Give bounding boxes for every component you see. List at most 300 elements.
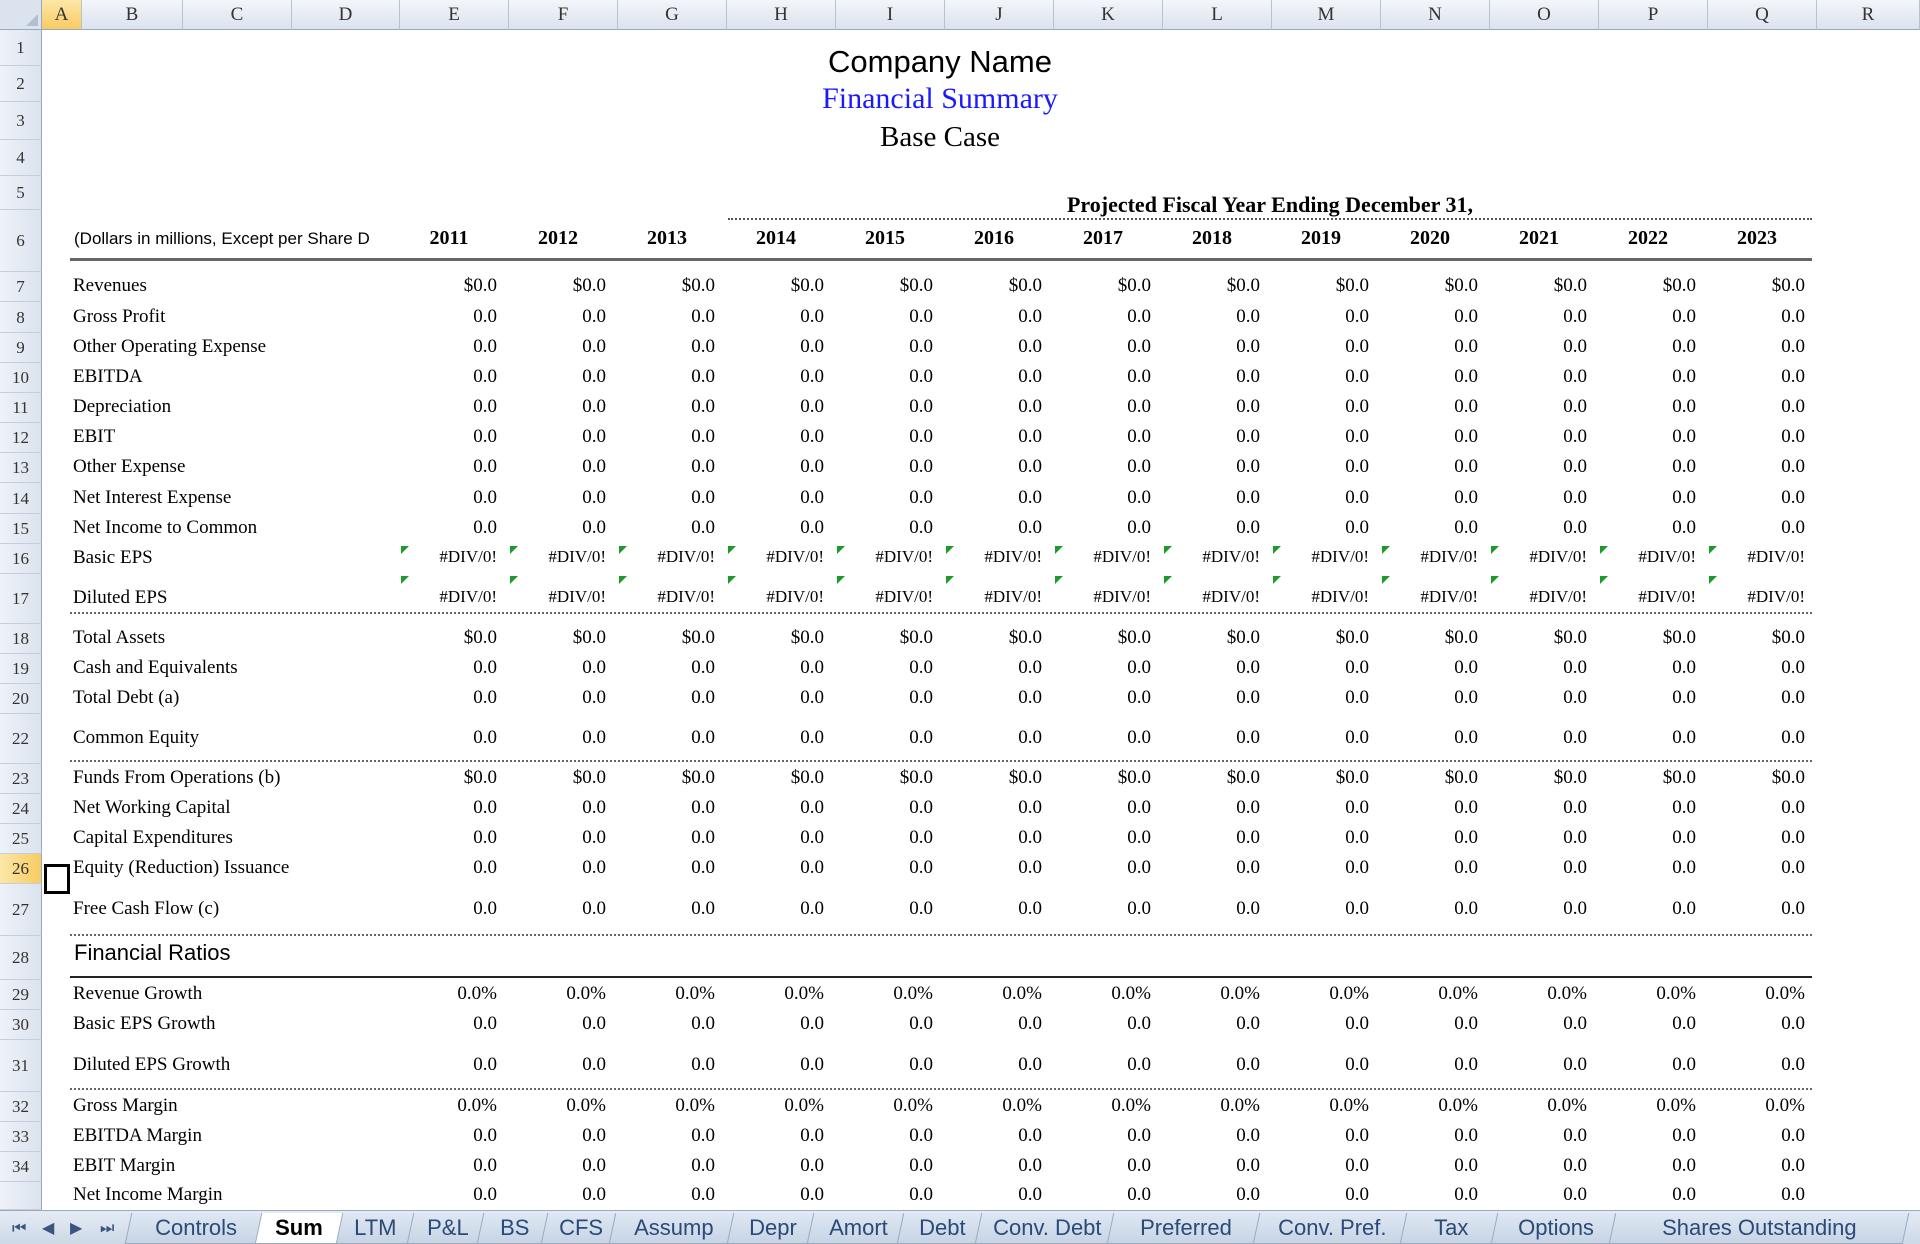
value-cell[interactable]: 0.0 [800,1054,824,1075]
value-cell[interactable]: 0.0 [1018,727,1042,748]
value-cell[interactable]: 0.0 [1127,306,1151,327]
value-cell[interactable]: 0.0 [691,517,715,538]
value-cell[interactable]: 0.0 [691,687,715,708]
column-header-l[interactable]: L [1163,0,1272,30]
value-cell[interactable]: 0.0 [473,1155,497,1176]
active-cell-cursor[interactable] [44,864,70,894]
value-cell[interactable]: 0.0 [582,727,606,748]
value-cell[interactable]: 0.0 [1672,1054,1696,1075]
value-cell[interactable]: 0.0 [1563,687,1587,708]
error-indicator-icon[interactable] [1164,546,1172,554]
value-cell[interactable]: 0.0 [909,1184,933,1205]
error-indicator-icon[interactable] [401,546,409,554]
sheet-tab-conv-debt[interactable] [975,1213,1120,1244]
value-cell[interactable]: 0.0 [691,1184,715,1205]
value-cell[interactable]: 0.0 [473,1054,497,1075]
sheet-tab-controls[interactable] [125,1213,268,1244]
value-cell[interactable]: 0.0 [1018,687,1042,708]
value-cell[interactable]: 0.0% [1656,983,1696,1004]
value-cell[interactable]: 0.0 [800,1125,824,1146]
value-cell[interactable]: 0.0 [691,727,715,748]
column-header-m[interactable]: M [1272,0,1381,30]
value-cell[interactable]: 0.0 [582,1054,606,1075]
value-cell[interactable]: 0.0 [800,657,824,678]
value-cell[interactable]: 0.0 [691,657,715,678]
value-cell[interactable]: 0.0 [1454,306,1478,327]
value-cell[interactable]: $0.0 [681,275,715,296]
value-cell[interactable]: 0.0 [1781,336,1805,357]
column-header-e[interactable]: E [400,0,509,30]
value-cell[interactable]: 0.0 [1345,1184,1369,1205]
value-cell[interactable]: 0.0 [1781,456,1805,477]
value-cell[interactable]: 0.0 [691,1054,715,1075]
value-cell[interactable]: 0.0 [1672,517,1696,538]
column-header-a[interactable]: A [42,0,82,30]
value-cell[interactable]: 0.0 [909,1125,933,1146]
value-cell[interactable]: 0.0 [1781,827,1805,848]
column-header-d[interactable]: D [292,0,400,30]
value-cell[interactable]: 0.0 [909,827,933,848]
value-cell[interactable]: 0.0 [1236,306,1260,327]
value-cell[interactable]: 0.0 [1563,857,1587,878]
value-cell[interactable]: 0.0 [909,426,933,447]
value-cell[interactable]: 0.0 [582,657,606,678]
value-cell[interactable]: 0.0 [1563,456,1587,477]
value-cell[interactable]: 0.0 [1781,727,1805,748]
value-cell[interactable]: 0.0 [1018,857,1042,878]
value-cell[interactable]: 0.0 [473,456,497,477]
value-cell[interactable]: $0.0 [1008,767,1042,788]
value-cell[interactable]: 0.0 [582,898,606,919]
value-cell[interactable]: #DIV/0! [1529,547,1587,566]
error-indicator-icon[interactable] [1055,546,1063,554]
error-indicator-icon[interactable] [1055,576,1063,584]
value-cell[interactable]: 0.0 [691,1013,715,1034]
value-cell[interactable]: 0.0 [1127,797,1151,818]
column-header-h[interactable]: H [727,0,836,30]
row-header-4[interactable]: 4 [0,140,42,176]
value-cell[interactable]: $0.0 [1771,627,1805,648]
value-cell[interactable]: 0.0 [1345,898,1369,919]
value-cell[interactable]: 0.0 [909,797,933,818]
value-cell[interactable]: 0.0 [473,898,497,919]
value-cell[interactable]: 0.0 [473,657,497,678]
column-header-g[interactable]: G [618,0,727,30]
value-cell[interactable]: 0.0 [1781,517,1805,538]
value-cell[interactable]: 0.0 [1018,487,1042,508]
value-cell[interactable]: 0.0 [800,336,824,357]
row-header-10[interactable]: 10 [0,363,42,393]
value-cell[interactable]: 0.0 [1454,1125,1478,1146]
value-cell[interactable]: 0.0 [582,1184,606,1205]
value-cell[interactable]: #DIV/0! [1202,547,1260,566]
value-cell[interactable]: 0.0 [1236,1125,1260,1146]
value-cell[interactable]: $0.0 [1771,767,1805,788]
value-cell[interactable]: 0.0 [1672,487,1696,508]
value-cell[interactable]: 0.0 [1454,1155,1478,1176]
value-cell[interactable]: 0.0% [1220,983,1260,1004]
row-header-15[interactable]: 15 [0,514,42,544]
value-cell[interactable]: 0.0 [582,827,606,848]
value-cell[interactable]: 0.0 [1672,426,1696,447]
value-cell[interactable]: 0.0 [1127,898,1151,919]
value-cell[interactable]: 0.0% [1002,983,1042,1004]
value-cell[interactable]: 0.0 [1236,336,1260,357]
value-cell[interactable]: 0.0 [1127,487,1151,508]
value-cell[interactable]: 0.0 [582,1155,606,1176]
row-header-33[interactable]: 33 [0,1122,42,1152]
value-cell[interactable]: 0.0 [1018,366,1042,387]
value-cell[interactable]: 0.0% [457,983,497,1004]
error-indicator-icon[interactable] [837,546,845,554]
value-cell[interactable]: $0.0 [1335,275,1369,296]
value-cell[interactable]: 0.0 [909,336,933,357]
value-cell[interactable]: 0.0% [1329,983,1369,1004]
error-indicator-icon[interactable] [510,546,518,554]
value-cell[interactable]: 0.0 [582,1013,606,1034]
value-cell[interactable]: #DIV/0! [875,547,933,566]
value-cell[interactable]: 0.0% [1220,1095,1260,1116]
sheet-tab-tax[interactable] [1400,1213,1504,1244]
row-header-8[interactable]: 8 [0,302,42,333]
value-cell[interactable]: 0.0% [893,983,933,1004]
value-cell[interactable]: 0.0 [800,396,824,417]
value-cell[interactable]: $0.0 [1444,627,1478,648]
value-cell[interactable]: 0.0 [473,1184,497,1205]
row-header-19[interactable]: 19 [0,654,42,684]
value-cell[interactable]: 0.0 [909,366,933,387]
value-cell[interactable]: 0.0 [582,336,606,357]
value-cell[interactable]: 0.0 [691,306,715,327]
value-cell[interactable]: #DIV/0! [1638,547,1696,566]
value-cell[interactable]: 0.0 [1345,857,1369,878]
value-cell[interactable]: 0.0 [691,857,715,878]
value-cell[interactable]: 0.0 [1563,487,1587,508]
value-cell[interactable]: 0.0 [1018,827,1042,848]
value-cell[interactable]: #DIV/0! [657,587,715,606]
value-cell[interactable]: 0.0 [1236,517,1260,538]
value-cell[interactable]: $0.0 [899,767,933,788]
value-cell[interactable]: 0.0 [1781,1013,1805,1034]
value-cell[interactable]: 0.0 [1345,517,1369,538]
value-cell[interactable]: 0.0 [1345,366,1369,387]
value-cell[interactable]: 0.0 [1236,1054,1260,1075]
value-cell[interactable]: 0.0 [1563,898,1587,919]
value-cell[interactable]: 0.0 [1236,1155,1260,1176]
value-cell[interactable]: 0.0 [1563,657,1587,678]
sheet-tab-ltm[interactable] [331,1213,420,1244]
value-cell[interactable]: 0.0 [1781,306,1805,327]
value-cell[interactable]: 0.0 [1236,1013,1260,1034]
value-cell[interactable]: 0.0 [1018,1184,1042,1205]
value-cell[interactable]: 0.0 [1454,797,1478,818]
value-cell[interactable]: 0.0 [1454,396,1478,417]
row-header-32[interactable]: 32 [0,1092,42,1122]
value-cell[interactable]: 0.0 [691,1125,715,1146]
value-cell[interactable]: 0.0% [1111,1095,1151,1116]
row-header-25[interactable]: 25 [0,824,42,854]
value-cell[interactable]: 0.0 [800,727,824,748]
value-cell[interactable]: 0.0 [1127,1125,1151,1146]
value-cell[interactable]: 0.0% [566,1095,606,1116]
row-header-5[interactable]: 5 [0,176,42,210]
value-cell[interactable]: $0.0 [1226,767,1260,788]
column-header-p[interactable]: P [1599,0,1708,30]
value-cell[interactable]: 0.0 [691,827,715,848]
value-cell[interactable]: 0.0 [691,898,715,919]
value-cell[interactable]: 0.0 [1454,898,1478,919]
first-sheet-icon[interactable]: ⏮ [12,1218,27,1237]
value-cell[interactable]: 0.0 [691,336,715,357]
value-cell[interactable]: #DIV/0! [984,547,1042,566]
value-cell[interactable]: 0.0 [473,687,497,708]
value-cell[interactable]: 0.0 [909,396,933,417]
value-cell[interactable]: 0.0% [784,983,824,1004]
error-indicator-icon[interactable] [401,576,409,584]
error-indicator-icon[interactable] [1273,576,1281,584]
value-cell[interactable]: #DIV/0! [1093,587,1151,606]
value-cell[interactable]: $0.0 [1444,275,1478,296]
value-cell[interactable]: 0.0 [1563,797,1587,818]
error-indicator-icon[interactable] [728,546,736,554]
value-cell[interactable]: $0.0 [1117,767,1151,788]
value-cell[interactable]: #DIV/0! [1638,587,1696,606]
value-cell[interactable]: $0.0 [1662,627,1696,648]
value-cell[interactable]: 0.0 [473,727,497,748]
value-cell[interactable]: 0.0 [1127,336,1151,357]
row-header-29[interactable]: 29 [0,980,42,1010]
value-cell[interactable]: 0.0 [1345,657,1369,678]
value-cell[interactable]: 0.0 [1672,396,1696,417]
value-cell[interactable]: 0.0 [1672,687,1696,708]
column-header-r[interactable]: R [1817,0,1920,30]
value-cell[interactable]: #DIV/0! [1420,547,1478,566]
value-cell[interactable]: 0.0 [1672,366,1696,387]
value-cell[interactable]: 0.0 [1672,797,1696,818]
value-cell[interactable]: 0.0 [909,1054,933,1075]
value-cell[interactable]: #DIV/0! [1202,587,1260,606]
value-cell[interactable]: #DIV/0! [548,587,606,606]
row-header-24[interactable]: 24 [0,794,42,824]
value-cell[interactable]: 0.0 [473,1013,497,1034]
value-cell[interactable]: 0.0 [1672,1155,1696,1176]
value-cell[interactable]: 0.0 [1018,306,1042,327]
value-cell[interactable]: 0.0 [1454,426,1478,447]
value-cell[interactable]: 0.0 [1672,657,1696,678]
value-cell[interactable]: 0.0 [1236,857,1260,878]
value-cell[interactable]: 0.0 [1345,1013,1369,1034]
value-cell[interactable]: 0.0 [582,687,606,708]
value-cell[interactable]: 0.0% [457,1095,497,1116]
value-cell[interactable]: 0.0 [1018,426,1042,447]
value-cell[interactable]: $0.0 [899,275,933,296]
value-cell[interactable]: $0.0 [1444,767,1478,788]
value-cell[interactable]: 0.0 [1454,1054,1478,1075]
column-header-i[interactable]: I [836,0,945,30]
value-cell[interactable]: 0.0 [1563,517,1587,538]
value-cell[interactable]: 0.0 [1563,396,1587,417]
value-cell[interactable]: 0.0 [1345,336,1369,357]
value-cell[interactable]: $0.0 [1553,627,1587,648]
value-cell[interactable]: $0.0 [463,767,497,788]
value-cell[interactable]: 0.0 [1563,827,1587,848]
value-cell[interactable]: #DIV/0! [1529,587,1587,606]
value-cell[interactable]: 0.0 [1672,727,1696,748]
value-cell[interactable]: 0.0 [800,456,824,477]
sheet-tab-depr[interactable] [727,1213,820,1244]
value-cell[interactable]: 0.0 [1018,1054,1042,1075]
error-indicator-icon[interactable] [1709,546,1717,554]
error-indicator-icon[interactable] [946,546,954,554]
value-cell[interactable]: 0.0 [582,517,606,538]
value-cell[interactable]: 0.0 [582,306,606,327]
row-header-11[interactable]: 11 [0,393,42,423]
value-cell[interactable]: #DIV/0! [657,547,715,566]
error-indicator-icon[interactable] [837,576,845,584]
value-cell[interactable]: 0.0 [1454,487,1478,508]
value-cell[interactable]: 0.0 [1127,456,1151,477]
row-header-9[interactable]: 9 [0,333,42,363]
value-cell[interactable]: 0.0 [691,396,715,417]
value-cell[interactable]: 0.0 [1672,456,1696,477]
value-cell[interactable]: 0.0 [1454,727,1478,748]
value-cell[interactable]: 0.0 [1345,306,1369,327]
value-cell[interactable]: 0.0 [691,426,715,447]
column-header-k[interactable]: K [1054,0,1163,30]
row-header-30[interactable]: 30 [0,1010,42,1040]
value-cell[interactable]: 0.0 [909,306,933,327]
value-cell[interactable]: 0.0 [800,487,824,508]
value-cell[interactable]: 0.0 [582,797,606,818]
sheet-tab-amort[interactable] [807,1213,910,1244]
value-cell[interactable]: 0.0 [1563,1054,1587,1075]
row-header-26[interactable]: 26 [0,854,42,884]
value-cell[interactable]: 0.0 [909,857,933,878]
value-cell[interactable]: 0.0 [1127,857,1151,878]
value-cell[interactable]: 0.0 [1672,1125,1696,1146]
column-header-o[interactable]: O [1490,0,1599,30]
value-cell[interactable]: 0.0% [1547,983,1587,1004]
row-header-31[interactable]: 31 [0,1040,42,1092]
value-cell[interactable]: 0.0 [1236,426,1260,447]
value-cell[interactable]: #DIV/0! [766,587,824,606]
row-header-27[interactable]: 27 [0,884,42,936]
sheet-tab-debt[interactable] [897,1213,988,1244]
value-cell[interactable]: 0.0 [1345,1054,1369,1075]
value-cell[interactable]: 0.0 [473,827,497,848]
value-cell[interactable]: 0.0 [909,1013,933,1034]
value-cell[interactable]: 0.0 [1236,797,1260,818]
error-indicator-icon[interactable] [1491,576,1499,584]
column-header-b[interactable]: B [82,0,183,30]
value-cell[interactable]: 0.0 [1127,1013,1151,1034]
value-cell[interactable]: $0.0 [1226,627,1260,648]
value-cell[interactable]: 0.0 [1018,396,1042,417]
value-cell[interactable]: 0.0 [1018,456,1042,477]
column-header-f[interactable]: F [509,0,618,30]
value-cell[interactable]: 0.0 [800,687,824,708]
value-cell[interactable]: 0.0 [800,366,824,387]
value-cell[interactable]: 0.0 [473,396,497,417]
next-sheet-icon[interactable]: ▶ [70,1218,83,1237]
value-cell[interactable]: 0.0 [1781,898,1805,919]
value-cell[interactable]: 0.0 [800,1184,824,1205]
value-cell[interactable]: 0.0 [1454,456,1478,477]
error-indicator-icon[interactable] [1600,576,1608,584]
value-cell[interactable]: 0.0 [1454,1184,1478,1205]
value-cell[interactable]: 0.0 [1127,657,1151,678]
value-cell[interactable]: 0.0 [800,517,824,538]
value-cell[interactable]: 0.0 [1781,487,1805,508]
value-cell[interactable]: 0.0 [1345,426,1369,447]
value-cell[interactable]: 0.0 [800,857,824,878]
value-cell[interactable]: $0.0 [790,275,824,296]
value-cell[interactable]: $0.0 [1117,275,1151,296]
value-cell[interactable]: 0.0 [1563,727,1587,748]
error-indicator-icon[interactable] [728,576,736,584]
row-header-2[interactable]: 2 [0,66,42,102]
value-cell[interactable]: 0.0 [1563,336,1587,357]
row-header-partial[interactable] [0,1182,42,1210]
value-cell[interactable]: 0.0 [1672,898,1696,919]
value-cell[interactable]: $0.0 [681,627,715,648]
value-cell[interactable]: $0.0 [790,627,824,648]
value-cell[interactable]: 0.0 [1563,366,1587,387]
value-cell[interactable]: 0.0 [909,456,933,477]
value-cell[interactable]: 0.0% [1111,983,1151,1004]
value-cell[interactable]: 0.0 [909,687,933,708]
value-cell[interactable]: 0.0 [1781,797,1805,818]
value-cell[interactable]: 0.0 [1018,1125,1042,1146]
value-cell[interactable]: $0.0 [1662,767,1696,788]
error-indicator-icon[interactable] [1709,576,1717,584]
value-cell[interactable]: 0.0 [1127,687,1151,708]
value-cell[interactable]: 0.0 [473,306,497,327]
value-cell[interactable]: $0.0 [1553,767,1587,788]
value-cell[interactable]: 0.0 [691,1155,715,1176]
row-header-3[interactable]: 3 [0,102,42,140]
error-indicator-icon[interactable] [1382,546,1390,554]
value-cell[interactable]: 0.0 [800,426,824,447]
value-cell[interactable]: $0.0 [463,627,497,648]
value-cell[interactable]: 0.0 [473,336,497,357]
value-cell[interactable]: 0.0 [691,797,715,818]
value-cell[interactable]: $0.0 [572,275,606,296]
value-cell[interactable]: 0.0 [1672,857,1696,878]
value-cell[interactable]: 0.0 [1236,657,1260,678]
value-cell[interactable]: 0.0 [1127,396,1151,417]
value-cell[interactable]: 0.0 [1672,336,1696,357]
value-cell[interactable]: 0.0% [1765,983,1805,1004]
row-header-17[interactable]: 17 [0,574,42,624]
error-indicator-icon[interactable] [1491,546,1499,554]
value-cell[interactable]: 0.0 [582,456,606,477]
value-cell[interactable]: 0.0% [893,1095,933,1116]
sheet-tab-preferred[interactable] [1107,1213,1266,1244]
value-cell[interactable]: 0.0 [1454,366,1478,387]
value-cell[interactable]: 0.0 [691,487,715,508]
row-header-14[interactable]: 14 [0,483,42,514]
last-sheet-icon[interactable]: ⏭ [100,1218,115,1237]
row-header-13[interactable]: 13 [0,453,42,483]
value-cell[interactable]: 0.0% [1002,1095,1042,1116]
value-cell[interactable]: 0.0% [1656,1095,1696,1116]
sheet-tab-assump[interactable] [609,1213,740,1244]
value-cell[interactable]: 0.0 [582,396,606,417]
value-cell[interactable]: #DIV/0! [1311,547,1369,566]
value-cell[interactable]: #DIV/0! [439,587,497,606]
value-cell[interactable]: #DIV/0! [875,587,933,606]
